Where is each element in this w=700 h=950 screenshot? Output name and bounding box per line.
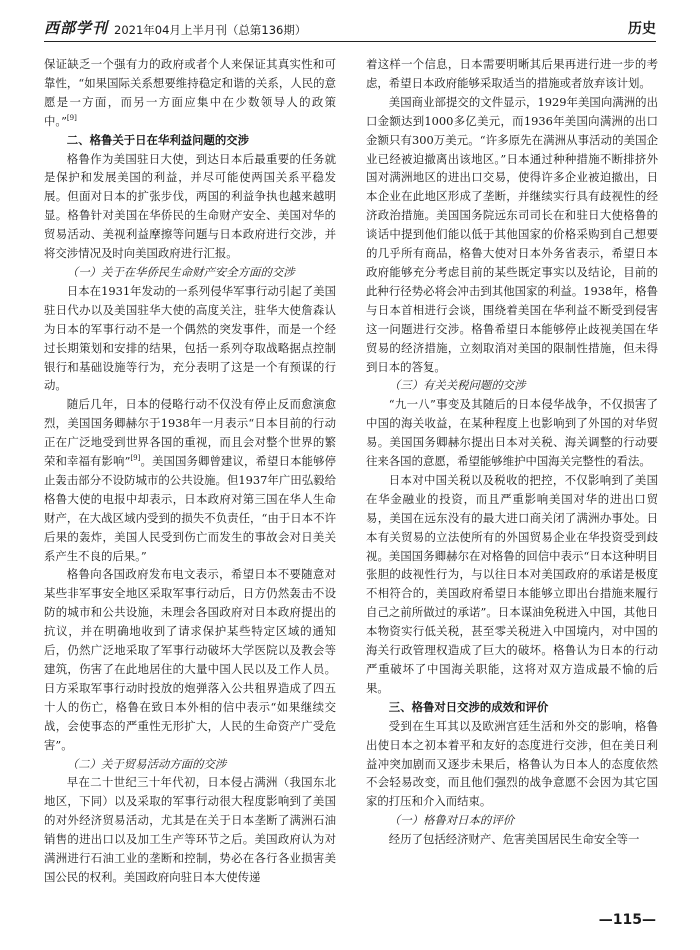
paragraph-text: 格鲁作为美国驻日大使，到达日本后最重要的任务就是保护和发展美国的利益，并尽可能使两国关系平稳发展。但面对日本的扩张步伐，两国的利益争执也越来越明显。格鲁针对美国在华侨民的生命财产安全、美国对华的贸易活动、美视利益摩擦等问题与日本政府进行交涉，并将交涉情况及时向美国政府进行汇报。 [44, 151, 336, 261]
journal-brand: 西部学刊 [44, 19, 109, 37]
paragraph-text: 日本对中国关税以及税收的把控，不仅影响到了美国在华金融业的投资，而且严重影响美国对华的进出口贸易，美国在远东没有的最大进口商关闭了满洲办事处。日本有关贸易的立法使所有的外国贸易企业在华投资受到歧视。美国国务卿赫尔在对格鲁的回信中表示“日本这种明目张胆的歧视性行为，与以往日本对美国政府的承诺是极度不相符合的，美国政府希望日本能够立即出台措施来履行自己之前所做过的承诺”。日本谋油免税进入中国，其他日本物资实行低关税，甚至零关税进入中国境内，对中国的海关行政管理权造成了巨大的破坏。格鲁认为日本的行动严重破坏了中国海关职能，这将对双方造成最不愉的后果。 [366, 472, 658, 695]
body-paragraph [44, 55, 336, 131]
paragraph-text: （一）格鲁对日本的评价 [388, 813, 515, 828]
paragraph-text: 经历了包括经济财产、危害美国居民生命安全等一 [388, 832, 640, 847]
paragraph-text: 三、格鲁对日交涉的成效和评价 [388, 699, 549, 714]
paragraph-text: 二、格鲁关于日在华利益问题的交涉 [66, 132, 250, 147]
body-paragraph [366, 471, 658, 698]
citation-ref: [9] [66, 113, 77, 122]
page-number: —115— [598, 912, 656, 928]
header-left [44, 17, 306, 38]
paragraph-text: 早在二十世纪三十年代初，日本侵占满洲（我国东北地区，下同）以及采取的军事行动很大程度影响到了美国的对外经济贸易活动，尤其是在关于日本垄断了满洲石油销售的进出口以及加工生产等环节之后。美国政府认为对满洲进行石油工业的垄断和控制，势必在各行各业损害美国公民的权利。美国政府向驻日本大使传递 [44, 775, 336, 884]
section-name: 历史 [628, 21, 656, 37]
paragraph-text: （二）关于贸易活动方面的交涉 [66, 756, 227, 771]
body-paragraph [44, 565, 336, 754]
body-paragraph [366, 395, 658, 471]
paragraph-text: 受到在生耳其以及欧洲宫廷生活和外交的影响，格鲁出使日本之初本着平和友好的态度进行交涉，但在美日利益冲突加剧而又逐步未果后，格鲁认为日本人的态度依然不会轻易改变，而且他们强烈的战争意愿不会因为其它国家的打压和介入而结束。 [366, 718, 658, 809]
section-heading [44, 131, 336, 150]
body-paragraph [366, 93, 658, 377]
paragraph-text: 着这样一个信息，日本需要明晰其后果再进行进一步的考虑，希望日本政府能够采取适当的措施或者放弃该计划。 [366, 57, 658, 90]
subsection-heading [44, 755, 336, 774]
subsection-heading [44, 263, 336, 282]
section-heading [366, 698, 658, 717]
body-paragraph [44, 395, 336, 565]
body-paragraph [366, 830, 658, 849]
body-paragraph [366, 55, 658, 93]
paragraph-text: （一）关于在华侨民生命财产安全方面的交涉 [66, 264, 295, 279]
body-paragraph [44, 150, 336, 263]
right-column [366, 55, 658, 849]
paragraph-text-continued: 。美国国务卿曾建议，希望日本能够停止轰击部分不设防城市的公共设施。但1937年广田弘毅给格鲁大使的电报中却表示，日本政府对第三国在华人生命财产，在大战区域内受到的损失不负责任，“由于日本不许后果的轰炸，美国人民受到伤亡而发生的事故会对日美关系产生不良的后果。” [44, 454, 336, 563]
paragraph-text: 保证缺乏一个强有力的政府或者个人来保证其真实性和可靠性，“如果国际关系想要维持稳定和谐的关系，人民的意愿是一方面，而另一方面应集中在少数领导人的政策中。” [44, 57, 336, 128]
paragraph-text: （三）有关关税问题的交涉 [388, 378, 526, 393]
left-column [44, 55, 336, 887]
body-paragraph [366, 717, 658, 812]
citation-ref: [9] [130, 454, 141, 463]
body-paragraph [44, 282, 336, 395]
page-header [44, 16, 656, 42]
paragraph-text: 格鲁向各国政府发布电文表示，希望日本不要随意对某些非军事安全地区采取军事行动后，日方仍然轰击不设防的城市和公共设施，未理会各国政府对日本政府提出的抗议，并在明确地收到了请求保护某些特定区域的通知后，仍然广泛地采取了军事行动破坏大学医院以及教会等建筑，伤害了在此地居住的大量中国人民以及工作人员。日方采取军事行动时投放的炮弹落入公共租界造成了四五十人的伤亡，格鲁在致日本外相的信中表示“如果继续交战，会使事态的严重性无形扩大，人民的生命资产广受危害”。 [44, 567, 336, 752]
body-paragraph [44, 773, 336, 886]
journal-issue: 2021年04月上半月刊（总第136期） [114, 23, 307, 37]
subsection-heading [366, 376, 658, 395]
paragraph-text: “九一八”事变及其随后的日本侵华战争，不仅损害了中国的海关收益，在某种程度上也影响到了外国的对华贸易。美国国务卿赫尔提出日本对关税、海关调整的行动要往来各国的意愿，希望能够维护中国海关完整性的看法。 [366, 397, 658, 469]
paragraph-text: 日本在1931年发动的一系列侵华军事行动引起了美国驻日代办以及美国驻华大使的高度关注，驻华大使詹森认为日本的军事行动不是一个偶然的突发事件，而是一个经过长期策划和安排的结果，包括一系列夺取战略据点控制银行和基础设施等行为，充分表明了这是一个有预谋的行动。 [44, 283, 336, 393]
paragraph-text: 美国商业部提交的文件显示，1929年美国向满洲的出口金额达到1000多亿美元，而1936年美国向满洲的出口金额只有300万美元。“许多原先在满洲从事活动的美国企业已经被迫撤离出该地区。”日本通过种种措施不断排挤外国对满洲地区的进出口交易，使得许多企业被迫撤出，日本企业在此地区形成了垄断，并继续实行具有歧视性的经济政治措施。美国国务院远东司司长在和驻日大使格鲁的谈话中提到他们能以低于其他国家的价格采购到自己想要的几乎所有商品，格鲁大使对日本外务省表示，希望日本政府能够充分考虑目前的某些既定事实以及结论，目前的此种行径势必将会冲击到其他国家的利益。1938年，格鲁与日本首相进行会谈，围绕着美国在华利益不断受到侵害这一问题进行交涉。格鲁希望日本能够停止歧视美国在华贸易的经济措施，立刻取消对美国的限制性措施，但未得到日本的答复。 [366, 94, 658, 374]
paragraph-text: 随后几年，日本的侵略行动不仅没有停止反而愈演愈烈，美国国务卿赫尔于1938年一月表示“日本目前的行动正在广泛地受到世界各国的重视，而且会对整个世界的繁荣和幸福有影响” [44, 397, 336, 469]
subsection-heading [366, 811, 658, 830]
